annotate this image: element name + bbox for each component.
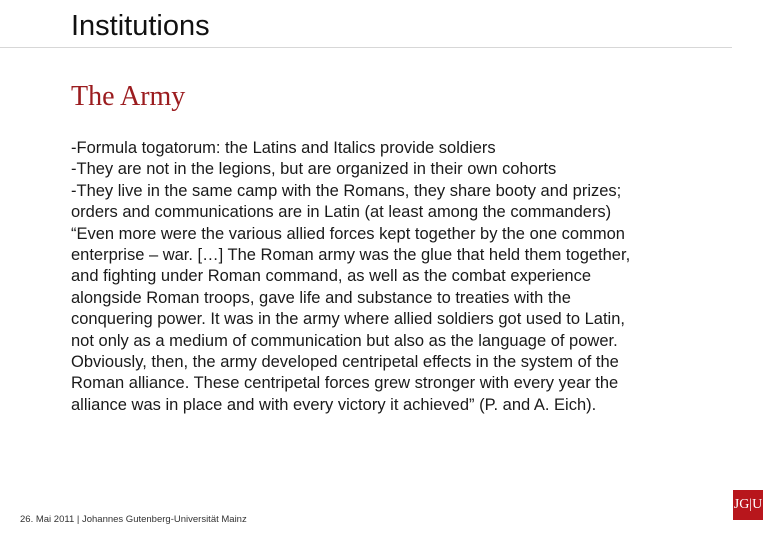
bullet-same-camp: -They live in the same camp with the Romans, they share booty and prizes; orders and communications are in Latin (at least among the commanders)	[71, 181, 622, 222]
bullet-formula-togatorum: -Formula togatorum: the Latins and Italics provide soldiers	[71, 139, 496, 157]
section-subtitle: The Army	[71, 81, 186, 112]
title-divider	[0, 47, 732, 48]
bullet-cohorts: -They are not in the legions, but are organized in their own cohorts	[71, 160, 557, 179]
slide-title: Institutions	[71, 10, 210, 42]
slide-body	[71, 138, 631, 416]
quote-eich: “Even more were the various allied forces kept together by the one common enterprise – war. […] The Roman army was the glue that held them together, and fighting under Roman command, as well as the combat experience alongside Roman troops, gave life and substance to treaties with the conquering power. It was in the army where allied soldiers got used to Latin, not only as a medium of communication but also as the language of power. Obviously, then, the army developed centripetal effects in the system of the Roman alliance. These centripetal forces grew stronger with every year the alliance was in place and with every victory it achieved” (P. and A. Eich).	[71, 224, 631, 414]
footer-date-university: 26. Mai 2011 | Johannes Gutenberg-Universität Mainz	[20, 514, 247, 525]
university-logo: JG|U	[733, 490, 763, 520]
